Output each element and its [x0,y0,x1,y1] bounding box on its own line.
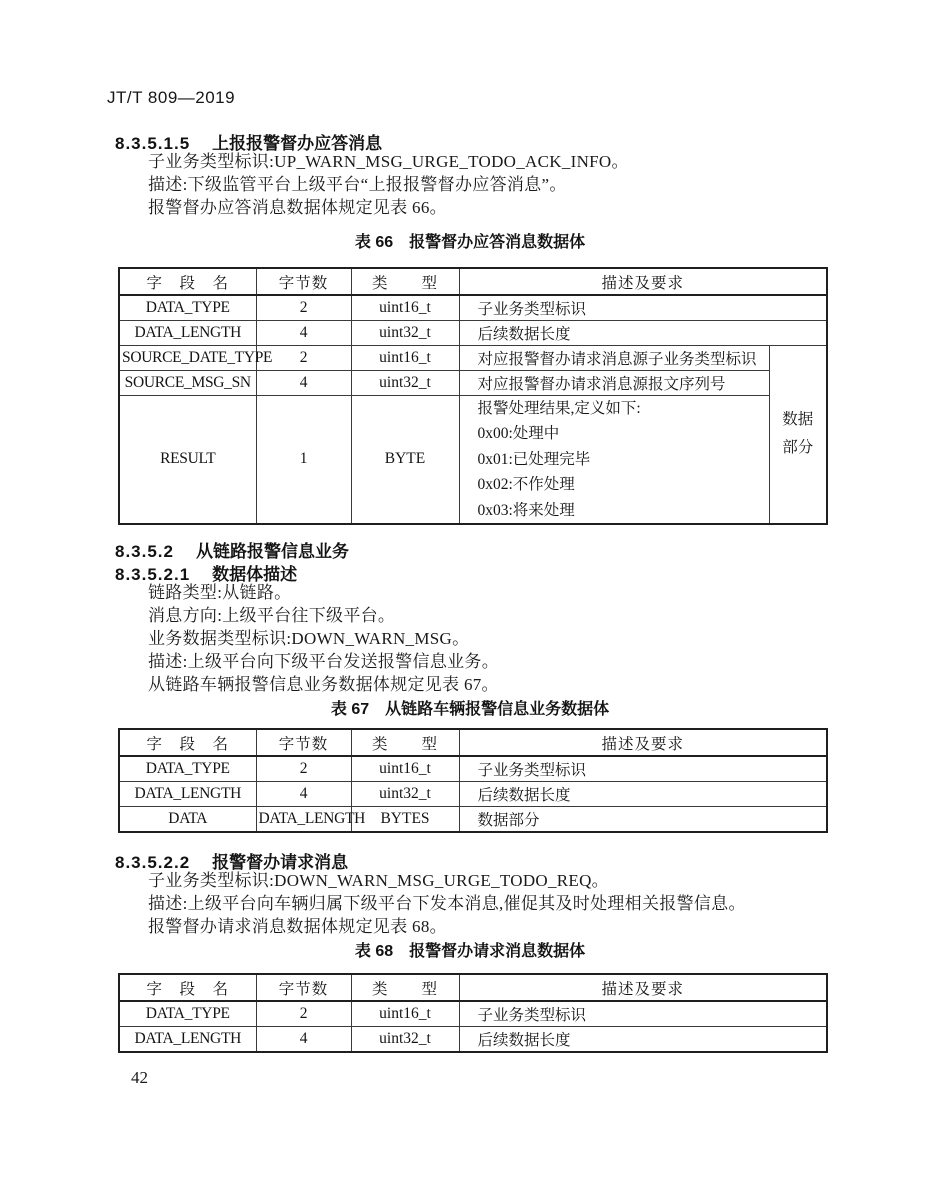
cell-bytes: 2 [256,295,351,320]
cell-field: DATA_LENGTH [119,320,256,345]
paragraph-line: 报警督办应答消息数据体规定见表 66。 [148,198,447,217]
cell-desc: 子业务类型标识 [459,295,827,320]
section-title: 数据体描述 [212,565,298,584]
paragraph-line: 描述:下级监管平台上级平台“上报报警督办应答消息”。 [148,175,567,194]
section-number: 8.3.5.2.1 [115,565,191,584]
section-title: 报警督办请求消息 [212,853,349,872]
cell-field: DATA_LENGTH [119,1026,256,1052]
cell-desc: 子业务类型标识 [459,756,827,781]
cell-type: uint32_t [351,320,459,345]
col-header-type: 类 型 [351,268,459,295]
paragraph-line: 子业务类型标识:UP_WARN_MSG_URGE_TODO_ACK_INFO。 [148,152,629,171]
paragraph-line: 链路类型:从链路。 [148,583,292,602]
cell-type: uint32_t [351,1026,459,1052]
cell-field: DATA_LENGTH [119,781,256,806]
cell-type: BYTE [351,395,459,524]
cell-field: DATA_TYPE [119,1001,256,1026]
table-row [119,370,827,395]
table-header-row [119,974,827,1001]
table-header-row [119,729,827,756]
cell-type: uint16_t [351,345,459,370]
cell-bytes: 4 [256,781,351,806]
cell-field: RESULT [119,395,256,524]
cell-bytes: 4 [256,370,351,395]
paragraph-line: 从链路车辆报警信息业务数据体规定见表 67。 [148,675,499,694]
table-row [119,395,827,524]
col-header-desc: 描述及要求 [459,268,827,295]
cell-desc: 后续数据长度 [459,781,827,806]
cell-bytes: 4 [256,1026,351,1052]
paragraph-line: 消息方向:上级平台往下级平台。 [148,606,396,625]
cell-bytes: DATA_LENGTH [256,806,351,832]
cell-type: uint16_t [351,295,459,320]
table66-caption: 表 66 报警督办应答消息数据体 [354,234,586,251]
col-header-desc: 描述及要求 [459,974,827,1001]
col-header-field: 字 段 名 [119,729,256,756]
col-header-field: 字 段 名 [119,268,256,295]
table-row [119,345,827,370]
doc-code: JT/T 809—2019 [107,88,236,107]
col-header-type: 类 型 [351,729,459,756]
table66 [118,267,828,525]
table-row [119,295,827,320]
table-header-row [119,268,827,295]
table-row [119,781,827,806]
cell-desc-result [459,395,769,524]
paragraph-line: 描述:上级平台向下级平台发送报警信息业务。 [148,652,500,671]
col-header-desc: 描述及要求 [459,729,827,756]
result-desc-line: 报警处理结果,定义如下: [477,399,641,417]
col-header-type: 类 型 [351,974,459,1001]
cell-field: DATA_TYPE [119,756,256,781]
cell-field: DATA [119,806,256,832]
section-title: 上报报警督办应答消息 [212,134,383,153]
cell-desc: 对应报警督办请求消息源子业务类型标识 [459,345,769,370]
result-desc-line: 0x00:处理中 [477,425,560,442]
cell-bytes: 1 [256,395,351,524]
cell-desc: 数据部分 [459,806,827,832]
table67 [118,728,828,833]
table-row [119,320,827,345]
table68-caption: 表 68 报警督办请求消息数据体 [354,943,586,960]
paragraph-line: 子业务类型标识:DOWN_WARN_MSG_URGE_TODO_REQ。 [148,871,609,890]
cell-desc: 子业务类型标识 [459,1001,827,1026]
table-row [119,756,827,781]
result-desc-line: 0x01:已处理完毕 [477,450,591,468]
cell-bytes: 2 [256,345,351,370]
cell-bytes: 2 [256,1001,351,1026]
cell-bytes: 2 [256,756,351,781]
page-number: 42 [131,1068,148,1087]
section-body-8-3-5-2-2 [148,869,746,938]
cell-bytes: 4 [256,320,351,345]
table67-caption: 表 67 从链路车辆报警信息业务数据体 [330,701,610,718]
section-body-8-3-5-1-5 [148,150,629,219]
col-header-bytes: 字节数 [256,268,351,295]
cell-type: uint16_t [351,1001,459,1026]
col-header-bytes: 字节数 [256,729,351,756]
cell-desc: 后续数据长度 [459,320,827,345]
section-number: 8.3.5.2 [115,542,174,561]
paragraph-line: 业务数据类型标识:DOWN_WARN_MSG。 [148,629,470,648]
cell-group-data-part: 数据部分 [769,345,827,524]
section-heading-8-3-5-2 [115,537,349,562]
col-header-field: 字 段 名 [119,974,256,1001]
result-desc-line: 0x02:不作处理 [477,476,575,493]
col-header-bytes: 字节数 [256,974,351,1001]
cell-field: DATA_TYPE [119,295,256,320]
cell-type: uint16_t [351,756,459,781]
result-desc-line: 0x03:将来处理 [477,501,575,519]
table-row [119,1026,827,1052]
cell-desc: 后续数据长度 [459,1026,827,1052]
table-row [119,806,827,832]
section-number: 8.3.5.2.2 [115,853,191,872]
cell-type: uint32_t [351,370,459,395]
table-row [119,1001,827,1026]
section-body-8-3-5-2-1 [148,581,499,696]
cell-field: SOURCE_MSG_SN [119,370,256,395]
section-number: 8.3.5.1.5 [115,134,191,153]
cell-field: SOURCE_DATE_TYPE [119,345,256,370]
cell-desc: 对应报警督办请求消息源报文序列号 [459,370,769,395]
table68 [118,973,828,1053]
paragraph-line: 描述:上级平台向车辆归属下级平台下发本消息,催促其及时处理相关报警信息。 [148,894,746,913]
cell-type: BYTES [351,806,459,832]
cell-type: uint32_t [351,781,459,806]
paragraph-line: 报警督办请求消息数据体规定见表 68。 [148,917,447,936]
section-title: 从链路报警信息业务 [196,542,349,561]
